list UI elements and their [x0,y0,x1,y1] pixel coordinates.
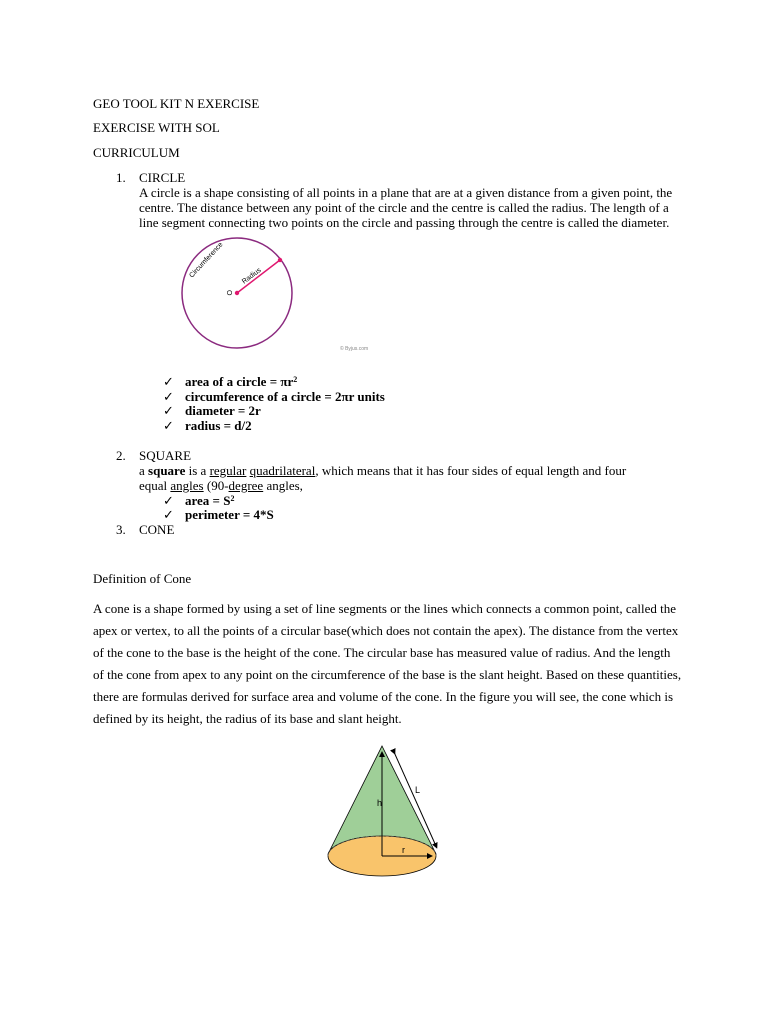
formula-circumference: ✓ circumference of a circle = 2πr units [163,389,385,404]
formula-area-circle: ✓ area of a circle = $\pi r^2$ [163,374,298,389]
check-icon: ✓ [163,493,174,508]
doc-subtitle: EXERCISE WITH SOL [93,120,220,135]
radius-letter-label: r [402,845,405,855]
formula-radius: ✓ radius = d/2 [163,418,252,433]
square-heading: SQUARE [139,448,192,463]
check-icon: ✓ [163,374,174,389]
circle-description: A circle is a shape consisting of all points in a plane that are at a given distance from a given point, the centre. The distance between any point of the circle and the centre is called the radius. The length of a line segment connecting two points on the circle and passing through the centre is called the diameter. [139,185,673,230]
check-icon: ✓ [163,418,174,433]
link-quadrilateral[interactable]: quadrilateral [249,463,316,478]
check-icon: ✓ [163,403,174,418]
radius-label: Radius [240,266,263,286]
center-point [235,291,239,295]
link-regular[interactable]: regular [209,463,247,478]
height-label: h [377,798,383,808]
circle-heading: CIRCLE [139,170,186,185]
formula-area-square: ✓ area = $S^2$ [163,493,235,508]
doc-title: GEO TOOL KIT N EXERCISE [93,96,260,111]
cone-heading: CONE [139,522,175,537]
check-icon: ✓ [163,507,174,522]
cone-definition-paragraph: A cone is a shape formed by using a set of line segments or the lines which connects a common point, called the apex or vertex, to all the points of a circular base(which does not contain the apex). The distance from the vertex of the cone to the base is the height of the cone. The circular base has measured value of radius. And the length of the cone from apex to any point on the circumference of the base is the slant height. Based on these quantities, there are formulas derived for surface area and volume of the cone. In the figure you will see, the cone which is defined by its height, the radius of its base and slant height. [93,601,682,726]
radius-endpoint [278,258,282,262]
cone-definition-heading: Definition of Cone [93,571,192,586]
formula-diameter: ✓ diameter = 2r [163,403,261,418]
list-number-3: 3. [116,522,126,537]
list-number-2: 2. [116,448,126,463]
figure-watermark: © Byjus.com [340,346,369,352]
slant-label: L [415,785,421,795]
list-number-1: 1. [116,170,126,185]
square-description: a square is a regular quadrilateral, which means that it has four sides of equal length and four equal angles (90-degree angles, [139,463,627,493]
link-degree[interactable]: degree [228,478,264,493]
circle-figure [170,232,390,354]
center-label: O [225,290,232,296]
cone-figure [322,740,446,880]
formula-perimeter: ✓ perimeter = 4*S [163,507,274,522]
circumference-label: Circumference [188,241,225,280]
doc-section-curriculum: CURRICULUM [93,145,180,160]
radius-line [237,260,280,293]
link-angles[interactable]: angles [170,478,204,493]
check-icon: ✓ [163,389,174,404]
